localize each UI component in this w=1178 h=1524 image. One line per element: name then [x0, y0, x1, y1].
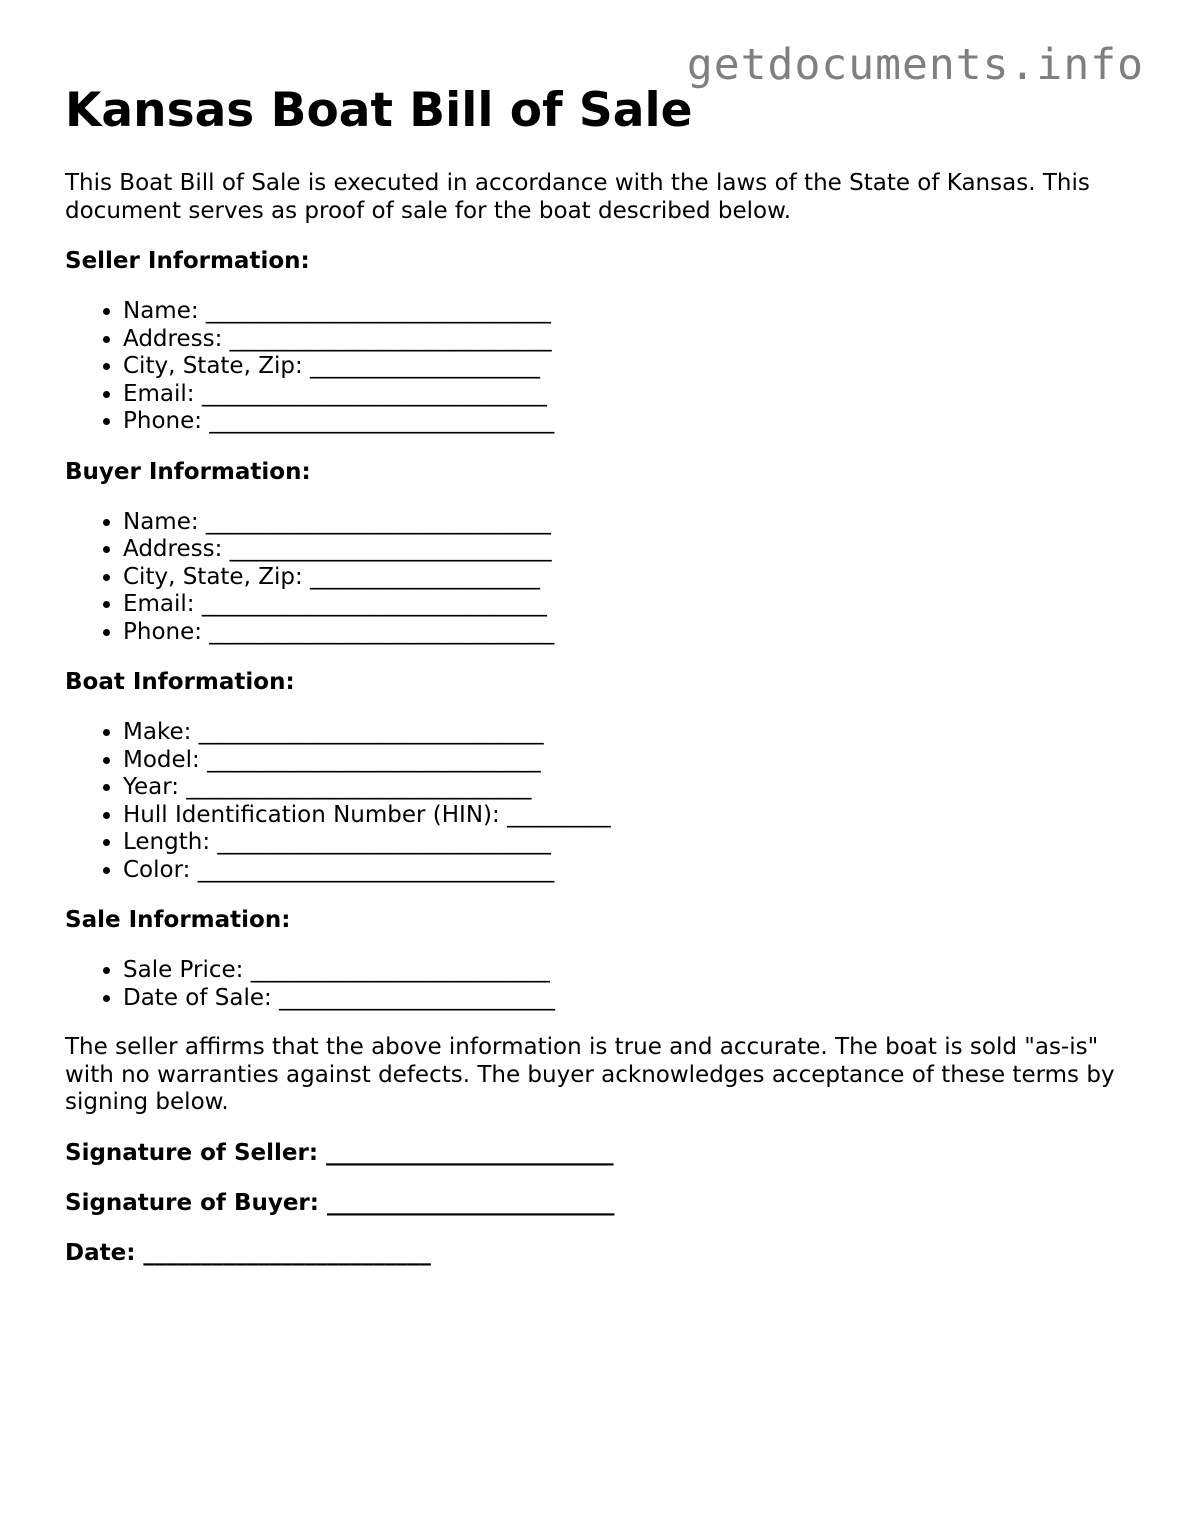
boat-length-field[interactable]: • Length: _____________________________	[123, 829, 1125, 857]
sale-heading: Sale Information:	[65, 907, 291, 933]
boat-fields-list	[65, 719, 1125, 884]
buyer-city-state-zip-field[interactable]: • City, State, Zip: ____________________	[123, 564, 1125, 592]
seller-signature-line[interactable]: Signature of Seller: _________________________	[65, 1139, 614, 1166]
boat-hin-field[interactable]: • Hull Identification Number (HIN): _________	[123, 802, 1125, 830]
boat-year-field[interactable]: • Year: ______________________________	[123, 774, 1125, 802]
buyer-address-field[interactable]: • Address: ____________________________	[123, 536, 1125, 564]
buyer-email-field[interactable]: • Email: ______________________________	[123, 591, 1125, 619]
seller-name-field[interactable]: • Name: ______________________________	[123, 298, 1125, 326]
document-page	[65, 80, 1125, 1267]
seller-address-field[interactable]: • Address: ____________________________	[123, 326, 1125, 354]
buyer-name-field[interactable]: • Name: ______________________________	[123, 509, 1125, 537]
buyer-heading: Buyer Information:	[65, 458, 311, 485]
seller-city-state-zip-field[interactable]: • City, State, Zip: ____________________	[123, 353, 1125, 381]
buyer-signature-line[interactable]: Signature of Buyer: _________________________	[65, 1189, 615, 1216]
buyer-fields-list	[65, 509, 1125, 647]
watermark: getdocuments.info	[686, 40, 1144, 90]
boat-make-field[interactable]: • Make: ______________________________	[123, 719, 1125, 747]
sale-price-field[interactable]: • Sale Price: __________________________	[123, 957, 1125, 985]
seller-email-field[interactable]: • Email: ______________________________	[123, 381, 1125, 409]
seller-phone-field[interactable]: • Phone: ______________________________	[123, 408, 1125, 436]
affirmation-paragraph: The seller affirms that the above information is true and accurate. The boat is sold "as-is" with no warranties against defects. The buyer acknowledges acceptance of these terms by signing below.	[65, 1034, 1115, 1115]
boat-model-field[interactable]: • Model: _____________________________	[123, 747, 1125, 775]
sale-fields-list	[65, 957, 1125, 1012]
buyer-phone-field[interactable]: • Phone: ______________________________	[123, 619, 1125, 647]
seller-heading: Seller Information:	[65, 248, 310, 274]
date-signature-line[interactable]: Date: _________________________	[65, 1239, 431, 1266]
sale-date-field[interactable]: • Date of Sale: ________________________	[123, 985, 1125, 1013]
seller-fields-list	[65, 298, 1125, 436]
boat-heading: Boat Information:	[65, 669, 295, 695]
intro-paragraph: This Boat Bill of Sale is executed in accordance with the laws of the State of Kansas. This document serves as proof of sale for the boat described below.	[65, 170, 1090, 224]
document-title: Kansas Boat Bill of Sale	[65, 83, 693, 138]
boat-color-field[interactable]: • Color: _______________________________	[123, 857, 1125, 885]
